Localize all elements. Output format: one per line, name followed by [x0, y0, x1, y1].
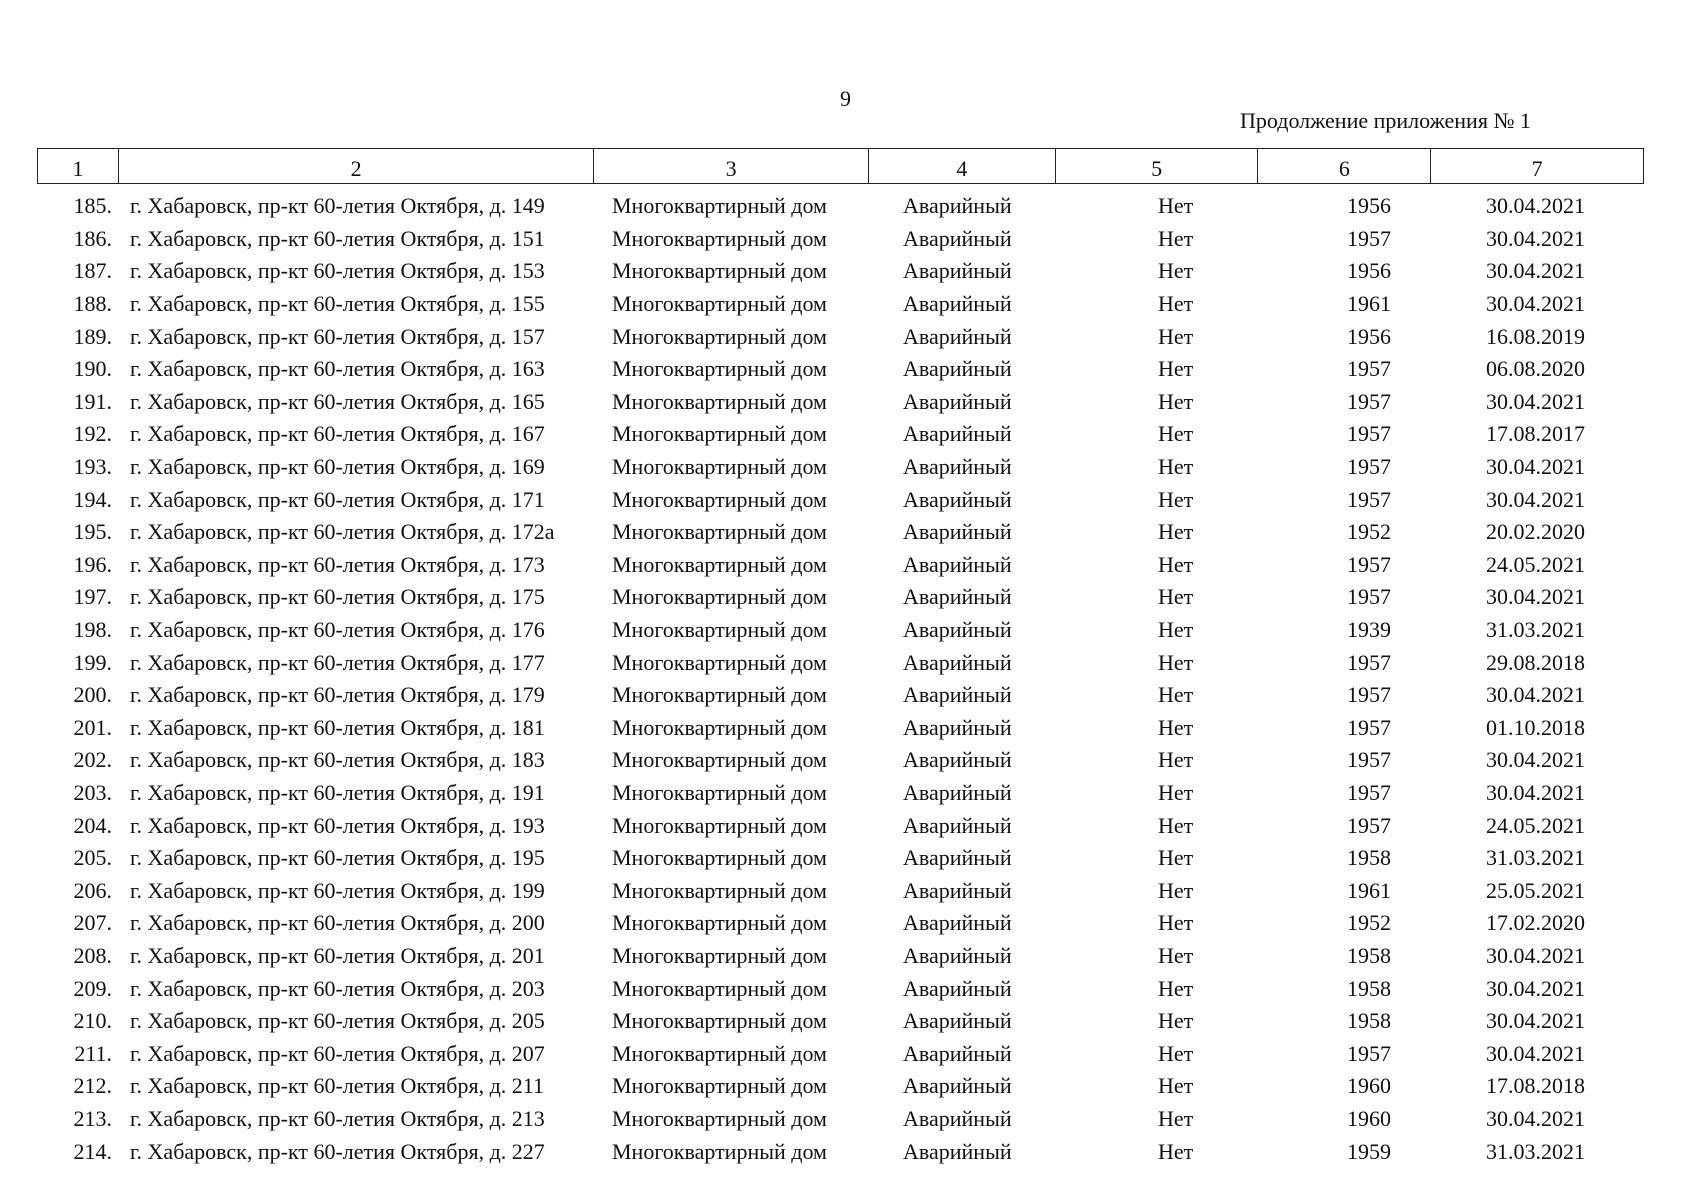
cell-row-number: 195. [73, 519, 112, 545]
cell-address: г. Хабаровск, пр-кт 60-летия Октября, д. 211 [130, 1073, 544, 1099]
cell-flag: Нет [1158, 421, 1194, 447]
table-row [37, 777, 1644, 810]
cell-condition: Аварийный [903, 779, 1012, 805]
cell-date: 30.04.2021 [1486, 258, 1585, 284]
cell-building-type: Многоквартирный дом [612, 1040, 827, 1066]
cell-row-number: 207. [73, 910, 112, 936]
cell-date: 17.02.2020 [1486, 910, 1585, 936]
cell-address: г. Хабаровск, пр-кт 60-летия Октября, д. 227 [130, 1138, 545, 1164]
cell-address: г. Хабаровск, пр-кт 60-летия Октября, д. 176 [130, 617, 545, 643]
table-column-headers [37, 148, 1644, 184]
cell-flag: Нет [1158, 1073, 1194, 1099]
cell-year-built: 1957 [1347, 1040, 1391, 1066]
cell-address: г. Хабаровск, пр-кт 60-летия Октября, д. 193 [130, 812, 545, 838]
appendix-continuation-label: Продолжение приложения № 1 [1240, 108, 1531, 133]
cell-date: 30.04.2021 [1486, 942, 1585, 968]
cell-condition: Аварийный [903, 845, 1012, 871]
cell-flag: Нет [1158, 258, 1194, 284]
cell-building-type: Многоквартирный дом [612, 845, 827, 871]
column-header-7: 7 [1531, 156, 1543, 181]
cell-building-type: Многоквартирный дом [612, 617, 827, 643]
cell-condition: Аварийный [903, 454, 1012, 480]
cell-condition: Аварийный [903, 1040, 1012, 1066]
cell-building-type: Многоквартирный дом [612, 258, 827, 284]
cell-date: 30.04.2021 [1486, 682, 1585, 708]
cell-year-built: 1957 [1347, 551, 1391, 577]
cell-condition: Аварийный [903, 714, 1012, 740]
cell-address: г. Хабаровск, пр-кт 60-летия Октября, д. 207 [130, 1040, 545, 1066]
cell-building-type: Многоквартирный дом [612, 323, 827, 349]
cell-address: г. Хабаровск, пр-кт 60-летия Октября, д. 201 [130, 942, 545, 968]
cell-flag: Нет [1158, 682, 1194, 708]
cell-condition: Аварийный [903, 1138, 1012, 1164]
cell-building-type: Многоквартирный дом [612, 1138, 827, 1164]
cell-flag: Нет [1158, 942, 1194, 968]
cell-row-number: 208. [73, 942, 112, 968]
cell-flag: Нет [1158, 1040, 1194, 1066]
cell-flag: Нет [1158, 1008, 1194, 1034]
cell-date: 17.08.2018 [1486, 1073, 1585, 1099]
cell-flag: Нет [1158, 779, 1194, 805]
cell-row-number: 204. [73, 812, 112, 838]
cell-condition: Аварийный [903, 258, 1012, 284]
cell-condition: Аварийный [903, 291, 1012, 317]
table-row [37, 451, 1644, 484]
cell-flag: Нет [1158, 551, 1194, 577]
cell-row-number: 200. [73, 682, 112, 708]
cell-address: г. Хабаровск, пр-кт 60-летия Октября, д. 199 [130, 877, 545, 903]
table-row [37, 646, 1644, 679]
cell-building-type: Многоквартирный дом [612, 942, 827, 968]
cell-date: 30.04.2021 [1486, 747, 1585, 773]
cell-address: г. Хабаровск, пр-кт 60-летия Октября, д. 203 [130, 975, 545, 1001]
cell-condition: Аварийный [903, 421, 1012, 447]
cell-row-number: 205. [73, 845, 112, 871]
table-row [37, 809, 1644, 842]
cell-row-number: 196. [73, 551, 112, 577]
cell-row-number: 193. [73, 454, 112, 480]
cell-address: г. Хабаровск, пр-кт 60-летия Октября, д. 155 [130, 291, 545, 317]
cell-building-type: Многоквартирный дом [612, 356, 827, 382]
cell-date: 30.04.2021 [1486, 454, 1585, 480]
table-row [37, 288, 1644, 321]
cell-date: 30.04.2021 [1486, 388, 1585, 414]
cell-flag: Нет [1158, 617, 1194, 643]
cell-year-built: 1957 [1347, 584, 1391, 610]
cell-condition: Аварийный [903, 388, 1012, 414]
cell-flag: Нет [1158, 486, 1194, 512]
table-row [37, 907, 1644, 940]
cell-flag: Нет [1158, 193, 1194, 219]
cell-row-number: 186. [73, 225, 112, 251]
table-row [37, 353, 1644, 386]
cell-address: г. Хабаровск, пр-кт 60-летия Октября, д. 183 [130, 747, 545, 773]
cell-year-built: 1957 [1347, 356, 1391, 382]
cell-flag: Нет [1158, 584, 1194, 610]
cell-year-built: 1957 [1347, 225, 1391, 251]
table-row [37, 223, 1644, 256]
cell-building-type: Многоквартирный дом [612, 486, 827, 512]
cell-row-number: 194. [73, 486, 112, 512]
cell-row-number: 213. [73, 1105, 112, 1131]
cell-year-built: 1939 [1347, 617, 1391, 643]
cell-building-type: Многоквартирный дом [612, 551, 827, 577]
cell-date: 29.08.2018 [1486, 649, 1585, 675]
cell-building-type: Многоквартирный дом [612, 812, 827, 838]
cell-date: 24.05.2021 [1486, 551, 1585, 577]
table-row [37, 418, 1644, 451]
table-row [37, 483, 1644, 516]
cell-date: 30.04.2021 [1486, 291, 1585, 317]
cell-year-built: 1957 [1347, 747, 1391, 773]
cell-flag: Нет [1158, 519, 1194, 545]
cell-building-type: Многоквартирный дом [612, 682, 827, 708]
cell-date: 16.08.2019 [1486, 323, 1585, 349]
cell-year-built: 1958 [1347, 942, 1391, 968]
cell-row-number: 212. [73, 1073, 112, 1099]
cell-row-number: 198. [73, 617, 112, 643]
cell-date: 30.04.2021 [1486, 193, 1585, 219]
cell-flag: Нет [1158, 1105, 1194, 1131]
cell-building-type: Многоквартирный дом [612, 388, 827, 414]
cell-date: 31.03.2021 [1486, 617, 1585, 643]
cell-building-type: Многоквартирный дом [612, 193, 827, 219]
table-row [37, 614, 1644, 647]
cell-year-built: 1957 [1347, 421, 1391, 447]
cell-building-type: Многоквартирный дом [612, 714, 827, 740]
cell-year-built: 1956 [1347, 193, 1391, 219]
cell-row-number: 197. [73, 584, 112, 610]
cell-building-type: Многоквартирный дом [612, 975, 827, 1001]
cell-condition: Аварийный [903, 812, 1012, 838]
cell-condition: Аварийный [903, 649, 1012, 675]
cell-date: 30.04.2021 [1486, 1040, 1585, 1066]
cell-year-built: 1957 [1347, 388, 1391, 414]
table-row [37, 744, 1644, 777]
cell-building-type: Многоквартирный дом [612, 1073, 827, 1099]
cell-flag: Нет [1158, 910, 1194, 936]
cell-address: г. Хабаровск, пр-кт 60-летия Октября, д. 181 [130, 714, 545, 740]
cell-row-number: 203. [73, 779, 112, 805]
cell-year-built: 1960 [1347, 1073, 1391, 1099]
cell-building-type: Многоквартирный дом [612, 649, 827, 675]
cell-year-built: 1952 [1347, 519, 1391, 545]
column-header-3: 3 [594, 149, 869, 183]
cell-date: 25.05.2021 [1486, 877, 1585, 903]
cell-building-type: Многоквартирный дом [612, 1008, 827, 1034]
cell-year-built: 1957 [1347, 682, 1391, 708]
column-header-2: 2 [119, 149, 594, 183]
table-row [37, 842, 1644, 875]
cell-row-number: 199. [73, 649, 112, 675]
cell-row-number: 206. [73, 877, 112, 903]
cell-date: 30.04.2021 [1486, 779, 1585, 805]
page-number: 9 [840, 86, 851, 111]
cell-date: 17.08.2017 [1486, 421, 1585, 447]
cell-flag: Нет [1158, 356, 1194, 382]
cell-address: г. Хабаровск, пр-кт 60-летия Октября, д. 171 [130, 486, 545, 512]
cell-date: 24.05.2021 [1486, 812, 1585, 838]
cell-row-number: 192. [73, 421, 112, 447]
table-row [37, 255, 1644, 288]
cell-building-type: Многоквартирный дом [612, 421, 827, 447]
cell-row-number: 188. [73, 291, 112, 317]
cell-address: г. Хабаровск, пр-кт 60-летия Октября, д. 153 [130, 258, 545, 284]
column-header-4: 4 [869, 149, 1056, 183]
table-row [37, 712, 1644, 745]
cell-condition: Аварийный [903, 519, 1012, 545]
cell-address: г. Хабаровск, пр-кт 60-летия Октября, д. 200 [130, 910, 545, 936]
cell-address: г. Хабаровск, пр-кт 60-летия Октября, д. 213 [130, 1105, 545, 1131]
cell-row-number: 209. [73, 975, 112, 1001]
cell-flag: Нет [1158, 1138, 1194, 1164]
cell-condition: Аварийный [903, 486, 1012, 512]
cell-address: г. Хабаровск, пр-кт 60-летия Октября, д. 175 [130, 584, 545, 610]
cell-row-number: 189. [73, 323, 112, 349]
cell-flag: Нет [1158, 649, 1194, 675]
table-body [37, 190, 1644, 1168]
cell-date: 30.04.2021 [1486, 225, 1585, 251]
cell-condition: Аварийный [903, 975, 1012, 1001]
cell-date: 01.10.2018 [1486, 714, 1585, 740]
cell-row-number: 211. [74, 1040, 112, 1066]
cell-address: г. Хабаровск, пр-кт 60-летия Октября, д. 179 [130, 682, 545, 708]
cell-condition: Аварийный [903, 1073, 1012, 1099]
table-row [37, 874, 1644, 907]
cell-year-built: 1961 [1347, 291, 1391, 317]
cell-date: 30.04.2021 [1486, 584, 1585, 610]
cell-condition: Аварийный [903, 747, 1012, 773]
cell-flag: Нет [1158, 747, 1194, 773]
cell-condition: Аварийный [903, 323, 1012, 349]
cell-date: 06.08.2020 [1486, 356, 1585, 382]
column-header-6: 6 [1258, 149, 1431, 183]
table-row [37, 549, 1644, 582]
cell-flag: Нет [1158, 812, 1194, 838]
cell-building-type: Многоквартирный дом [612, 454, 827, 480]
column-header-1: 1 [38, 149, 119, 183]
cell-year-built: 1960 [1347, 1105, 1391, 1131]
column-header-5: 5 [1056, 149, 1259, 183]
table-row [37, 386, 1644, 419]
cell-year-built: 1956 [1347, 258, 1391, 284]
cell-address: г. Хабаровск, пр-кт 60-летия Октября, д. 149 [130, 193, 545, 219]
table-row [37, 972, 1644, 1005]
cell-date: 30.04.2021 [1486, 975, 1585, 1001]
cell-address: г. Хабаровск, пр-кт 60-летия Октября, д. 173 [130, 551, 545, 577]
cell-address: г. Хабаровск, пр-кт 60-летия Октября, д. 195 [130, 845, 545, 871]
cell-flag: Нет [1158, 714, 1194, 740]
table-row [37, 679, 1644, 712]
cell-address: г. Хабаровск, пр-кт 60-летия Октября, д. 165 [130, 388, 545, 414]
cell-condition: Аварийный [903, 682, 1012, 708]
cell-date: 30.04.2021 [1486, 1008, 1585, 1034]
table-row [37, 1005, 1644, 1038]
cell-year-built: 1959 [1347, 1138, 1391, 1164]
cell-building-type: Многоквартирный дом [612, 584, 827, 610]
cell-address: г. Хабаровск, пр-кт 60-летия Октября, д. 177 [130, 649, 545, 675]
cell-year-built: 1957 [1347, 779, 1391, 805]
cell-address: г. Хабаровск, пр-кт 60-летия Октября, д. 191 [130, 779, 545, 805]
cell-condition: Аварийный [903, 910, 1012, 936]
cell-address: г. Хабаровск, пр-кт 60-летия Октября, д. 167 [130, 421, 545, 447]
cell-building-type: Многоквартирный дом [612, 747, 827, 773]
cell-date: 31.03.2021 [1486, 1138, 1585, 1164]
cell-row-number: 190. [73, 356, 112, 382]
cell-condition: Аварийный [903, 356, 1012, 382]
cell-flag: Нет [1158, 225, 1194, 251]
cell-building-type: Многоквартирный дом [612, 225, 827, 251]
cell-year-built: 1958 [1347, 845, 1391, 871]
cell-address: г. Хабаровск, пр-кт 60-летия Октября, д. 157 [130, 323, 545, 349]
table-row [37, 581, 1644, 614]
cell-condition: Аварийный [903, 225, 1012, 251]
cell-condition: Аварийный [903, 617, 1012, 643]
cell-year-built: 1952 [1347, 910, 1391, 936]
cell-year-built: 1961 [1347, 877, 1391, 903]
table-row [37, 1103, 1644, 1136]
cell-flag: Нет [1158, 454, 1194, 480]
cell-year-built: 1957 [1347, 454, 1391, 480]
cell-year-built: 1957 [1347, 486, 1391, 512]
cell-condition: Аварийный [903, 1105, 1012, 1131]
cell-condition: Аварийный [903, 193, 1012, 219]
cell-flag: Нет [1158, 975, 1194, 1001]
cell-address: г. Хабаровск, пр-кт 60-летия Октября, д. 205 [130, 1008, 545, 1034]
cell-building-type: Многоквартирный дом [612, 779, 827, 805]
cell-date: 20.02.2020 [1486, 519, 1585, 545]
cell-flag: Нет [1158, 291, 1194, 317]
cell-row-number: 201. [73, 714, 112, 740]
cell-condition: Аварийный [903, 877, 1012, 903]
table-row [37, 1070, 1644, 1103]
cell-building-type: Многоквартирный дом [612, 1105, 827, 1131]
cell-year-built: 1957 [1347, 714, 1391, 740]
cell-row-number: 185. [73, 193, 112, 219]
cell-year-built: 1957 [1347, 649, 1391, 675]
cell-address: г. Хабаровск, пр-кт 60-летия Октября, д. 163 [130, 356, 545, 382]
table-row [37, 1135, 1644, 1168]
cell-row-number: 187. [73, 258, 112, 284]
cell-row-number: 214. [73, 1138, 112, 1164]
cell-year-built: 1956 [1347, 323, 1391, 349]
cell-date: 30.04.2021 [1486, 1105, 1585, 1131]
cell-condition: Аварийный [903, 584, 1012, 610]
cell-flag: Нет [1158, 845, 1194, 871]
cell-date: 30.04.2021 [1486, 486, 1585, 512]
cell-row-number: 210. [73, 1008, 112, 1034]
cell-address: г. Хабаровск, пр-кт 60-летия Октября, д. 172а [130, 519, 555, 545]
cell-flag: Нет [1158, 877, 1194, 903]
cell-flag: Нет [1158, 323, 1194, 349]
cell-address: г. Хабаровск, пр-кт 60-летия Октября, д. 151 [130, 225, 545, 251]
cell-building-type: Многоквартирный дом [612, 877, 827, 903]
table-row [37, 516, 1644, 549]
cell-year-built: 1957 [1347, 812, 1391, 838]
cell-year-built: 1958 [1347, 975, 1391, 1001]
table-row [37, 190, 1644, 223]
cell-row-number: 191. [73, 388, 112, 414]
table-row [37, 320, 1644, 353]
cell-condition: Аварийный [903, 1008, 1012, 1034]
cell-address: г. Хабаровск, пр-кт 60-летия Октября, д. 169 [130, 454, 545, 480]
cell-date: 31.03.2021 [1486, 845, 1585, 871]
cell-year-built: 1958 [1347, 1008, 1391, 1034]
cell-flag: Нет [1158, 388, 1194, 414]
cell-building-type: Многоквартирный дом [612, 519, 827, 545]
cell-building-type: Многоквартирный дом [612, 910, 827, 936]
cell-condition: Аварийный [903, 942, 1012, 968]
table-row [37, 940, 1644, 973]
cell-condition: Аварийный [903, 551, 1012, 577]
cell-row-number: 202. [73, 747, 112, 773]
table-row [37, 1037, 1644, 1070]
cell-building-type: Многоквартирный дом [612, 291, 827, 317]
